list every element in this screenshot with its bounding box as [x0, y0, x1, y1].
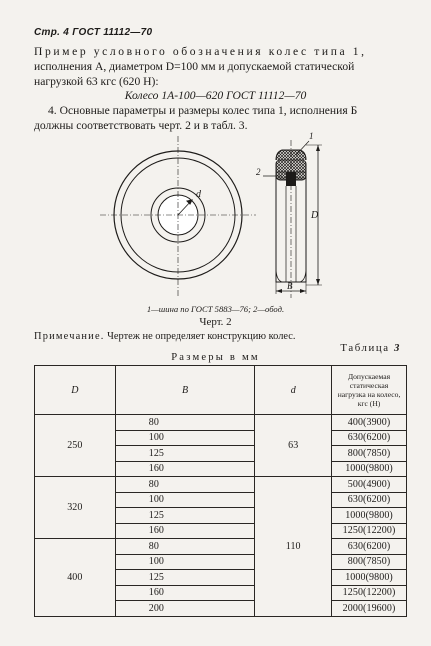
note-text: Чертеж не определяет конструкцию колес.: [104, 331, 296, 342]
clause-4-line-1: 4. Основные параметры и размеры колес типа 1, исполнения Б: [48, 104, 358, 117]
table-title: Размеры в мм: [171, 352, 260, 363]
leader-1-label: 1: [309, 131, 314, 141]
page-header: Стр. 4 ГОСТ 11112—70: [34, 27, 153, 38]
cell-d: 63: [255, 415, 332, 477]
cell-load: 1250(12200): [332, 523, 407, 539]
cell-B: 160: [115, 523, 255, 539]
leader-2-label: 2: [256, 167, 261, 177]
cell-D: 400: [35, 539, 116, 617]
wheel-drawing: [0, 128, 431, 308]
cell-B: 200: [115, 601, 255, 617]
cell-load: 1000(9800): [332, 461, 407, 477]
cell-B: 125: [115, 508, 255, 524]
cell-B: 100: [115, 492, 255, 508]
cell-load: 1250(12200): [332, 585, 407, 601]
sizes-table: [34, 365, 407, 617]
cell-load: 400(3900): [332, 415, 407, 431]
example-line-3: нагрузкой 63 кгс (620 Н):: [34, 75, 159, 88]
cell-B: 125: [115, 446, 255, 462]
cell-load: 1000(9800): [332, 570, 407, 586]
example-line-1: Пример условного обозначения колес типа 1,: [34, 45, 367, 58]
example-line-2: исполнения А, диаметром D=100 мм и допускаемой статической: [34, 60, 355, 73]
wheel-front-view: [100, 136, 256, 296]
cell-B: 80: [115, 415, 255, 431]
table-header-row: [35, 366, 407, 415]
example-paragraph: [34, 44, 406, 89]
cell-B: 100: [115, 554, 255, 570]
header-D: D: [35, 366, 116, 415]
note-keyword: Примечание.: [34, 331, 105, 342]
table-row: [35, 477, 407, 493]
designation-example: Колесо 1А-100—620 ГОСТ 11112—70: [124, 89, 307, 102]
dim-B-label: B: [287, 281, 293, 291]
cell-B: 160: [115, 585, 255, 601]
figure-caption: 1—шина по ГОСТ 5883—76; 2—обод.: [146, 304, 285, 314]
cell-load: 800(7850): [332, 554, 407, 570]
cell-load: 630(6200): [332, 492, 407, 508]
cell-B: 100: [115, 430, 255, 446]
table-row: [35, 539, 407, 555]
cell-load: 630(6200): [332, 430, 407, 446]
cell-load: 800(7850): [332, 446, 407, 462]
dim-d-label: d: [196, 189, 201, 200]
cell-load: 2000(19600): [332, 601, 407, 617]
dim-D-label: D: [311, 210, 319, 221]
header-d: d: [255, 366, 332, 415]
cell-load: 500(4900): [332, 477, 407, 493]
cell-B: 125: [115, 570, 255, 586]
cell-B: 80: [115, 477, 255, 493]
table-label-word: Таблица: [340, 342, 390, 354]
cell-B: 160: [115, 461, 255, 477]
header-B: B: [115, 366, 255, 415]
cell-D: 250: [35, 415, 116, 477]
cell-load: 1000(9800): [332, 508, 407, 524]
cell-d: 110: [255, 477, 332, 617]
cell-load: 630(6200): [332, 539, 407, 555]
table-row: [35, 415, 407, 431]
clause-4-line-2: должны соответствовать черт. 2 и в табл. 3.: [34, 119, 248, 132]
note: [34, 331, 296, 342]
table-number: 3: [394, 342, 401, 354]
figure-label: Черт. 2: [199, 316, 232, 328]
cell-D: 320: [35, 477, 116, 539]
header-load: Допускаемая статическая нагрузка на колесо, кгс (Н): [332, 366, 407, 415]
cell-B: 80: [115, 539, 255, 555]
